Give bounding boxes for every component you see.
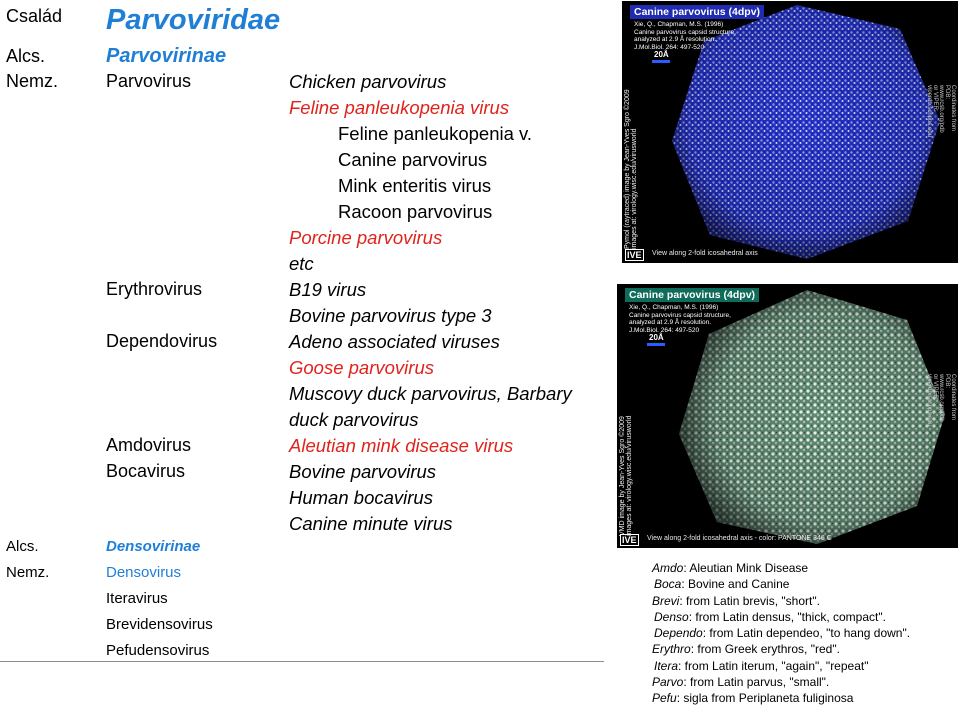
etymology-text: : from Latin densus, "thick, compact". [688, 609, 886, 624]
etymology-stem: Dependo [654, 626, 703, 641]
species-aleutian: Aleutian mink disease virus [289, 435, 514, 456]
ive-logo: IVE [627, 250, 642, 260]
etymology-note [652, 560, 910, 576]
image-title: Canine parvovirus (4dpv) [625, 288, 759, 302]
etymology-text: : sigla from Periplaneta fuliginosa [676, 691, 854, 706]
rank-subfamily-label-2: Alcs. [6, 538, 39, 555]
ive-logo: IVE [622, 535, 637, 545]
etymology-stem: Brevi [652, 593, 680, 608]
image-credit: VMD image by Jean-Yves Sgro ©2009 images at: virology.wisc.edu/virusworld [619, 415, 633, 536]
scale-label: 20Å [649, 333, 664, 342]
image-title: Canine parvovirus (4dpv) [630, 5, 764, 19]
denso-genus: Pefudensovirus [106, 642, 210, 659]
scale-bar [647, 343, 665, 346]
species-b19: B19 virus [289, 279, 367, 300]
species-porcine: Porcine parvovirus [289, 227, 443, 248]
species-mink: Mink enteritis virus [338, 175, 492, 196]
etymology-note [652, 609, 910, 625]
scale-bar [652, 60, 670, 63]
genus-erythrovirus: Erythrovirus [106, 279, 203, 299]
image-footer: View along 2-fold icosahedral axis [652, 250, 758, 257]
etymology-stem: Itera [654, 658, 679, 673]
image-coord-credit: Coordinates from PDB: www.rcsb.org/pdb or VIPER: viperdb.scripps.edu [926, 85, 956, 138]
species-fpv: Feline panleukopenia virus [289, 97, 510, 118]
etymology-stem: Parvo [652, 675, 684, 690]
species-bovine3: Bovine parvovirus type 3 [289, 305, 492, 326]
subfamily-densovirinae: Densovirinae [106, 538, 201, 555]
etymology-note [652, 674, 910, 690]
species-racoon: Racoon parvovirus [338, 201, 493, 222]
rank-subfamily-label: Alcs. [6, 46, 46, 66]
species-muscovy-line2: duck parvovirus [289, 409, 419, 430]
etymology-note [652, 658, 910, 674]
rank-family-label: Család [6, 6, 63, 26]
etymology-stem: Pefu [652, 691, 677, 706]
species-canine: Canine parvovirus [338, 149, 488, 170]
etymology-stem: Boca [654, 577, 682, 592]
rank-genus-label-2: Nemz. [6, 564, 50, 581]
family-name: Parvoviridae [106, 4, 281, 36]
etymology-text: : from Greek erythros, "red". [690, 642, 840, 657]
image-footer: View along 2-fold icosahedral axis - color: PANTONE 346 C [647, 535, 832, 542]
etymology-text: : Aleutian Mink Disease [683, 561, 809, 575]
etymology-text: : from Latin parvus, "small". [683, 675, 830, 690]
etymology-text: : from Latin brevis, "short". [679, 593, 820, 608]
etymology-text: : from Latin iterum, "again", "repeat" [678, 658, 869, 673]
rank-genus-label: Nemz. [6, 71, 59, 91]
image-citation: Xie, Q., Chapman, M.S. (1996) Canine parvovirus capsid structure, analyzed at 2.9 Å resolution. J.Mol.Biol. 264: 497-520 [634, 21, 736, 51]
etymology-note [652, 593, 910, 609]
image-credit: Pymol (raytraced) image by Jean-Yves Sgro ©2009 images at: virology.wisc.edu/virusworld [624, 89, 638, 249]
denso-genus: Iteravirus [106, 590, 168, 607]
denso-genus: Densovirus [106, 564, 182, 581]
etymology-note [652, 576, 910, 592]
genus-parvovirus: Parvovirus [106, 71, 192, 91]
scale-label: 20Å [654, 50, 669, 59]
image-coord-credit: Coordinates from PDB: www.rcsb.org/pdb or VIPER: viperdb.scripps.edu [926, 374, 956, 427]
genus-amdovirus: Amdovirus [106, 435, 192, 455]
species-fpv-v: Feline panleukopenia v. [338, 123, 533, 144]
species-canine-minute: Canine minute virus [289, 513, 453, 534]
etymology-stem: Amdo [652, 561, 684, 575]
divider-line [0, 661, 604, 662]
etymology-text: : Bovine and Canine [681, 577, 790, 592]
etymology-stem: Erythro [652, 642, 691, 657]
species-human-boca: Human bocavirus [289, 487, 433, 508]
genus-bocavirus: Bocavirus [106, 461, 186, 481]
species-chicken: Chicken parvovirus [289, 71, 447, 92]
etymology-text: : from Latin dependeo, "to hang down". [702, 626, 911, 641]
image-citation: Xie, Q., Chapman, M.S. (1996) Canine parvovirus capsid structure, analyzed at 2.9 Å resolution. J.Mol.Biol. 264: 497-520 [629, 304, 731, 334]
etymology-note [652, 625, 910, 641]
species-adeno: Adeno associated viruses [289, 331, 500, 352]
species-bovine: Bovine parvovirus [289, 461, 437, 482]
etymology-notes [652, 560, 910, 707]
etymology-note [652, 690, 910, 706]
denso-genus: Brevidensovirus [106, 616, 213, 633]
species-etc: etc [289, 253, 314, 274]
species-muscovy-line1: Muscovy duck parvovirus, Barbary [289, 383, 572, 404]
virus-image-top [622, 1, 958, 263]
subfamily-name: Parvovirinae [106, 45, 227, 67]
etymology-note [652, 641, 910, 657]
genus-dependovirus: Dependovirus [106, 331, 218, 351]
species-goose: Goose parvovirus [289, 357, 434, 378]
etymology-stem: Denso [654, 609, 689, 624]
virus-image-bottom [617, 284, 958, 548]
